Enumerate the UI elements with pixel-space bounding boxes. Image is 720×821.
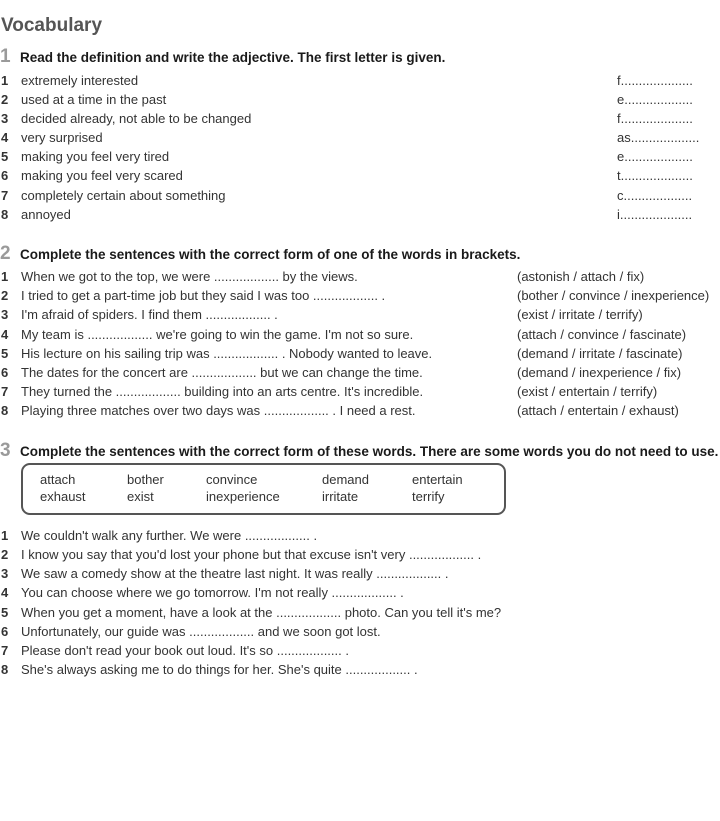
exercise-number: 2 — [0, 243, 11, 264]
exercise-1-item — [0, 205, 720, 224]
item-number: 7 — [1, 384, 9, 399]
item-sentence[interactable]: She's always asking me to do things for her. She's quite .................. . — [21, 662, 418, 677]
exercise-2-heading — [0, 243, 520, 265]
word-box — [21, 463, 506, 515]
exercise-2-item — [0, 325, 720, 344]
word-box-item: entertain — [412, 472, 463, 487]
word-box-item: exist — [127, 489, 154, 504]
word-box-item: bother — [127, 472, 164, 487]
item-sentence[interactable]: My team is .................. we're going to win the game. I'm not so sure. — [21, 327, 414, 342]
item-sentence[interactable]: The dates for the concert are .................. but we can change the time. — [21, 365, 423, 380]
item-number: 2 — [1, 92, 9, 107]
word-box-item: attach — [40, 472, 76, 487]
exercise-1-item — [0, 128, 720, 147]
exercise-2-item — [0, 401, 720, 420]
exercise-instruction: Read the definition and write the adjective. The first letter is given. — [20, 50, 446, 65]
item-sentence[interactable]: I'm afraid of spiders. I find them .................. . — [21, 307, 278, 322]
item-sentence[interactable]: Please don't read your book out loud. It's so .................. . — [21, 643, 349, 658]
item-definition: used at a time in the past — [21, 92, 167, 107]
bracket-options: (exist / irritate / terrify) — [517, 307, 643, 322]
item-definition: completely certain about something — [21, 188, 226, 203]
item-sentence[interactable]: His lecture on his sailing trip was .................. . Nobody wanted to leave. — [21, 346, 433, 361]
answer-blank[interactable]: i.................... — [617, 207, 693, 222]
exercise-number: 1 — [0, 46, 11, 67]
item-definition: decided already, not able to be changed — [21, 111, 252, 126]
exercise-3-item — [0, 622, 720, 641]
item-number: 1 — [1, 73, 9, 88]
item-number: 6 — [1, 168, 9, 183]
item-number: 8 — [1, 662, 9, 677]
answer-blank[interactable]: e................... — [617, 149, 693, 164]
item-definition: very surprised — [21, 130, 103, 145]
exercise-3-item — [0, 660, 720, 679]
word-box-item: exhaust — [40, 489, 86, 504]
exercise-1-item — [0, 71, 720, 90]
item-number: 1 — [1, 269, 9, 284]
item-sentence[interactable]: You can choose where we go tomorrow. I'm not really .................. . — [21, 585, 404, 600]
item-definition: making you feel very scared — [21, 168, 183, 183]
item-number: 4 — [1, 585, 9, 600]
item-sentence[interactable]: When you get a moment, have a look at the .................. photo. Can you tell it's me? — [21, 605, 502, 620]
exercise-3-item — [0, 545, 720, 564]
exercise-3-item — [0, 564, 720, 583]
item-number: 2 — [1, 288, 9, 303]
exercise-2-item — [0, 344, 720, 363]
word-box-item: inexperience — [206, 489, 280, 504]
exercise-1-item — [0, 109, 720, 128]
item-number: 7 — [1, 643, 9, 658]
exercise-3-item — [0, 603, 720, 622]
word-box-item: terrify — [412, 489, 445, 504]
exercise-1-item — [0, 90, 720, 109]
answer-blank[interactable]: as................... — [617, 130, 700, 145]
word-box-item: demand — [322, 472, 369, 487]
item-number: 2 — [1, 547, 9, 562]
item-definition: making you feel very tired — [21, 149, 170, 164]
bracket-options: (exist / entertain / terrify) — [517, 384, 658, 399]
item-number: 6 — [1, 365, 9, 380]
bracket-options: (bother / convince / inexperience) — [517, 288, 710, 303]
item-number: 7 — [1, 188, 9, 203]
item-number: 3 — [1, 307, 9, 322]
item-sentence[interactable]: I tried to get a part-time job but they said I was too .................. . — [21, 288, 386, 303]
word-box-item: irritate — [322, 489, 359, 504]
exercise-instruction: Complete the sentences with the correct form of one of the words in brackets. — [20, 247, 521, 262]
exercise-instruction: Complete the sentences with the correct form of these words. There are some words you do not need to use. — [20, 444, 719, 459]
exercise-2-item — [0, 363, 720, 382]
item-sentence[interactable]: We couldn't walk any further. We were .................. . — [21, 528, 318, 543]
exercise-1-item — [0, 186, 720, 205]
answer-blank[interactable]: t.................... — [617, 168, 693, 183]
item-sentence[interactable]: They turned the .................. building into an arts centre. It's incredible. — [21, 384, 424, 399]
bracket-options: (demand / inexperience / fix) — [517, 365, 682, 380]
item-sentence[interactable]: Playing three matches over two days was .................. . I need a rest. — [21, 403, 416, 418]
item-sentence[interactable]: Unfortunately, our guide was .................. and we soon got lost. — [21, 624, 381, 639]
exercise-2-item — [0, 267, 720, 286]
exercise-1-heading — [0, 46, 445, 68]
item-definition: extremely interested — [21, 73, 139, 88]
exercise-1-item — [0, 147, 720, 166]
exercise-1-item — [0, 166, 720, 185]
item-number: 3 — [1, 566, 9, 581]
item-number: 4 — [1, 130, 9, 145]
answer-blank[interactable]: f.................... — [617, 73, 693, 88]
exercise-3-heading — [0, 440, 718, 462]
item-number: 1 — [1, 528, 9, 543]
item-number: 8 — [1, 207, 9, 222]
item-sentence[interactable]: I know you say that you'd lost your phone but that excuse isn't very .................. . — [21, 547, 482, 562]
item-number: 5 — [1, 605, 9, 620]
bracket-options: (demand / irritate / fascinate) — [517, 346, 683, 361]
item-number: 8 — [1, 403, 9, 418]
word-box-item: convince — [206, 472, 258, 487]
exercise-3-item — [0, 583, 720, 602]
item-sentence[interactable]: We saw a comedy show at the theatre last night. It was really .................. . — [21, 566, 449, 581]
item-definition: annoyed — [21, 207, 71, 222]
exercise-2-item — [0, 305, 720, 324]
answer-blank[interactable]: e................... — [617, 92, 693, 107]
item-number: 5 — [1, 149, 9, 164]
exercise-2-item — [0, 286, 720, 305]
exercise-2-item — [0, 382, 720, 401]
item-number: 3 — [1, 111, 9, 126]
bracket-options: (attach / entertain / exhaust) — [517, 403, 679, 418]
exercise-number: 3 — [0, 440, 11, 461]
page-title: Vocabulary — [1, 15, 103, 36]
bracket-options: (attach / convince / fascinate) — [517, 327, 687, 342]
answer-blank[interactable]: c................... — [617, 188, 693, 203]
item-number: 6 — [1, 624, 9, 639]
exercise-3-item — [0, 526, 720, 545]
exercise-3-item — [0, 641, 720, 660]
bracket-options: (astonish / attach / fix) — [517, 269, 645, 284]
answer-blank[interactable]: f.................... — [617, 111, 693, 126]
item-sentence[interactable]: When we got to the top, we were .................. by the views. — [21, 269, 358, 284]
item-number: 5 — [1, 346, 9, 361]
item-number: 4 — [1, 327, 9, 342]
